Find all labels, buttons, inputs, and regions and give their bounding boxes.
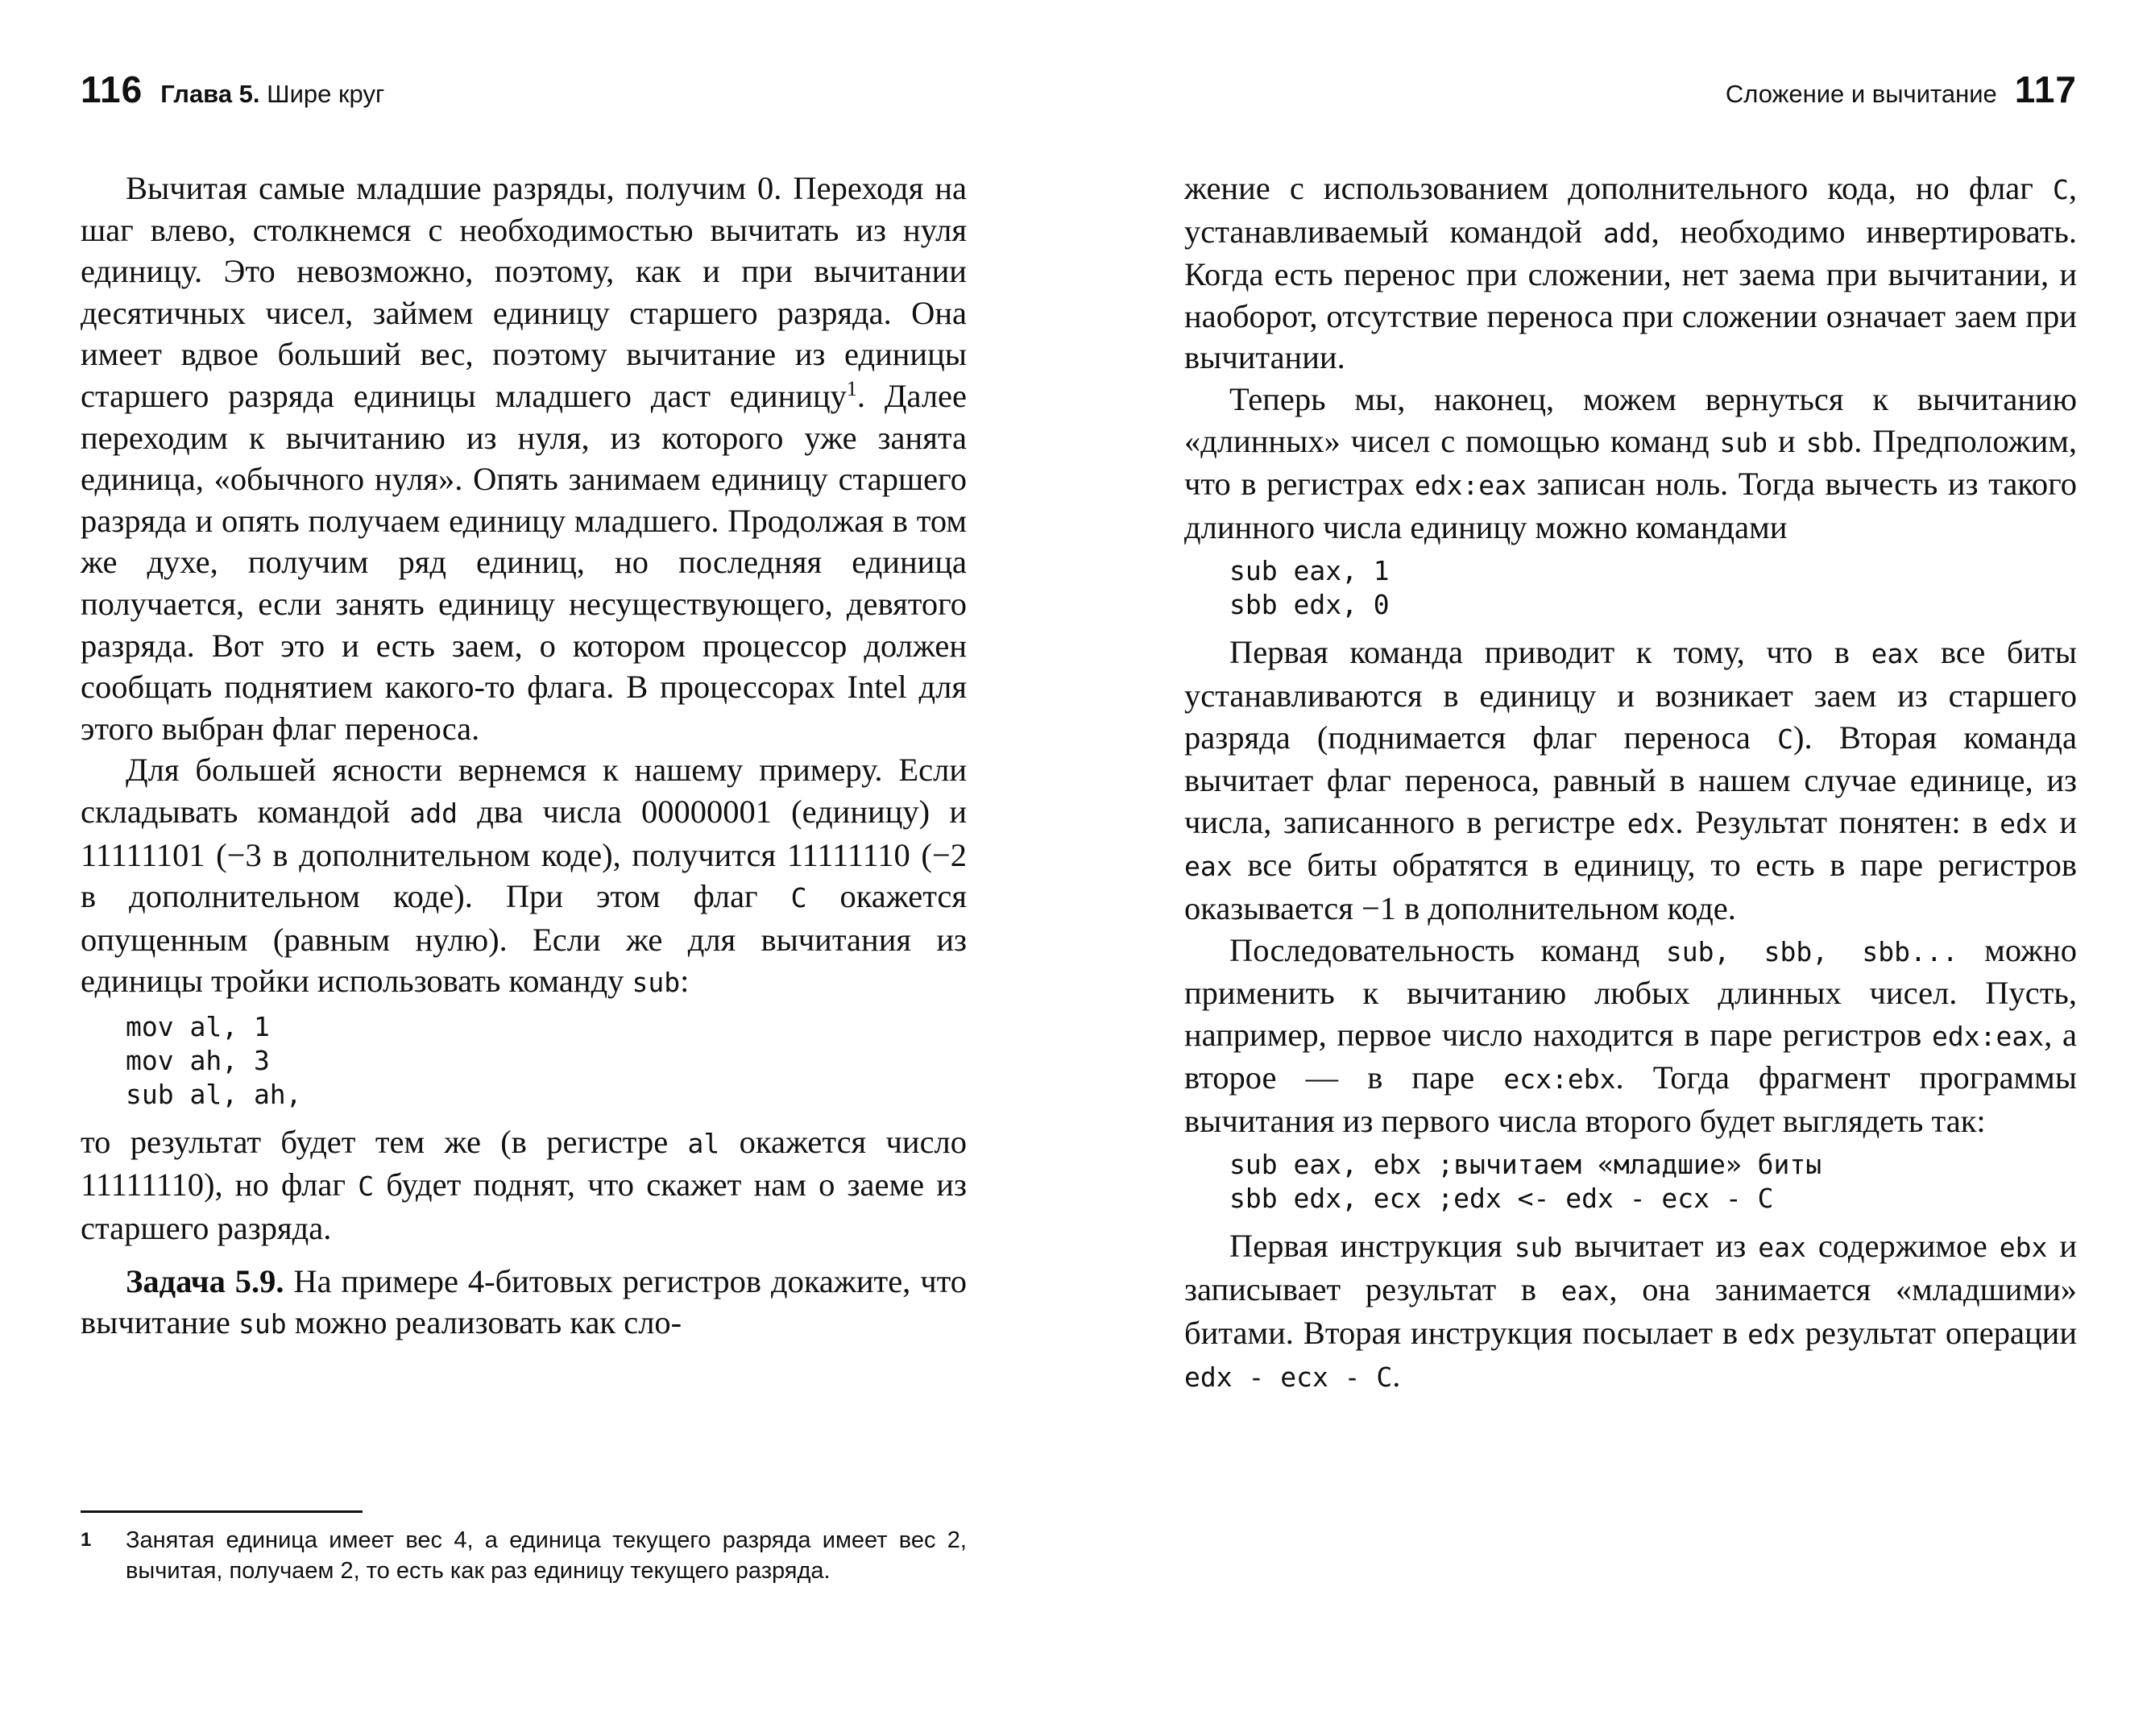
task-label: Задача 5.9. xyxy=(126,1262,284,1299)
code-line: sub eax, 1 xyxy=(1229,555,1390,587)
paragraph xyxy=(81,749,967,1004)
inline-code: edx:eax xyxy=(1414,470,1527,502)
code-block xyxy=(1229,1148,2077,1216)
code-line: mov ah, 3 xyxy=(126,1044,270,1076)
text-run: и xyxy=(1778,422,1796,459)
right-running-head: Сложение и вычитание xyxy=(1725,80,1997,108)
paragraph xyxy=(81,1121,967,1249)
text-run: , она занимается «младшими» битами. Вторая инструкция посылает в xyxy=(1184,1271,2077,1351)
inline-code: C xyxy=(2053,174,2069,205)
paragraph xyxy=(81,168,967,749)
inline-code: edx xyxy=(2000,807,2048,839)
footnote-ref: 1 xyxy=(846,376,857,400)
inline-code: sbb xyxy=(1805,426,1855,458)
text-run: все биты устанавливаются в единицу и возникает заем из старшего разряда (поднимается флаг переноса xyxy=(1184,634,2078,756)
text-run: Последовательность команд xyxy=(1229,931,1640,968)
left-running-head xyxy=(160,80,384,108)
text-run: : xyxy=(680,963,690,1000)
text-run: Вычитая самые младшие разряды, получим 0. Переходя на шаг влево, столкнемся с необходимостью вычитать из нуля единицу. Это невозможно, поэтому, как и при вычитании десятичных чисел, займем единицу старшего разряда. Она имеет вдвое больший вес, поэтому вычитание из единицы старшего разряда единицы младшего даст единицу xyxy=(81,170,967,414)
text-run: , необходимо инвертировать. Когда есть перенос при сложении, нет заема при вычитании, и наоборот, отсутствие переноса при сложении означает заем при вычитании. xyxy=(1184,213,2078,376)
inline-code: C xyxy=(1777,723,1793,755)
inline-code: add xyxy=(409,797,458,829)
text-run: результат операции xyxy=(1805,1314,2078,1351)
text-run: можно применить к вычитанию любых длинных чисел. Пусть, например, первое число находится в паре регистров xyxy=(1184,931,2078,1053)
text-run: два числа 00000001 (единицу) и 11111101 (−3 в дополнительном коде), получится 11111110 (−2 в дополнительном коде). При этом флаг xyxy=(81,793,967,915)
right-page-number: 117 xyxy=(2014,68,2077,110)
inline-code: ebx xyxy=(1999,1232,2048,1264)
code-block xyxy=(1229,554,2077,622)
chapter-title: Шире круг xyxy=(267,80,385,108)
text-run: . Результат понятен: в xyxy=(1675,803,1988,840)
inline-code: sub, sbb, sbb... xyxy=(1665,935,1958,967)
inline-code: edx xyxy=(1747,1318,1796,1350)
inline-code: eax xyxy=(1758,1232,1806,1264)
text-run: Теперь мы, наконец, можем вернуться к вычитанию «длинных» чисел с помощью команд xyxy=(1184,380,2077,459)
inline-code: edx - ecx - C xyxy=(1184,1361,1393,1394)
inline-code: edx:eax xyxy=(1932,1020,2045,1052)
text-run: и записывает результат в xyxy=(1184,1228,2077,1308)
footnote-rule xyxy=(81,1510,363,1513)
footnote-text: Занятая единица имеет вес 4, а единица текущего разряда имеет вес 2, вычитая, получаем 2, то есть как раз единицу текущего разряда. xyxy=(126,1527,967,1584)
inline-code: sub xyxy=(238,1308,287,1340)
code-block xyxy=(126,1010,967,1112)
inline-code: sub xyxy=(1719,426,1768,458)
code-line: sbb edx, ecx ;edx <- edx - ecx - C xyxy=(1229,1183,1774,1215)
paragraph xyxy=(1184,379,2077,548)
inline-code: sub xyxy=(632,967,681,999)
footnote-mark: 1 xyxy=(81,1529,92,1551)
paragraph xyxy=(1184,168,2077,379)
inline-code: eax xyxy=(1871,638,1920,670)
text-run: . Предположим, что в регистрах xyxy=(1184,422,2078,503)
text-run: На примере 4-битовых регистров докажите, что вычитание xyxy=(81,1262,967,1341)
left-page-body xyxy=(81,168,967,1345)
chapter-label: Глава 5. xyxy=(160,80,260,108)
code-line: sbb edx, 0 xyxy=(1229,589,1390,621)
paragraph xyxy=(1184,1225,2077,1398)
text-run: Первая инструкция xyxy=(1229,1228,1502,1265)
text-run: жение с использованием дополнительного кода, но флаг xyxy=(1184,170,2033,206)
text-run: , а второе — в паре xyxy=(1184,1016,2077,1096)
left-page-header xyxy=(81,68,967,116)
inline-code: al xyxy=(687,1127,720,1159)
text-run: Первая команда приводит к тому, что в xyxy=(1229,634,1850,671)
footnote xyxy=(81,1525,967,1586)
text-run: , устанавливаемый командой xyxy=(1184,170,2077,250)
text-run: . Далее переходим к вычитанию из нуля, из которого уже занята единица, «обычного нуля». Опять занимаем единицу старшего разряда и опять получаем единицу младшего. Продолжая в том же духе, получим ряд единиц, но последняя единица получается, если занять единицу несуществующего, девятого разряда. Вот это и есть заем, о котором процессор должен сообщать поднятием какого-то флага. В процессорах Intel для этого выбран флаг переноса. xyxy=(81,377,968,747)
text-run: . Тогда фрагмент программы вычитания из первого числа второго будет выглядеть так: xyxy=(1184,1059,2078,1139)
right-page-body xyxy=(1184,168,2077,1398)
left-page-number: 116 xyxy=(81,68,143,110)
text-run: можно реализовать как сло- xyxy=(294,1304,682,1341)
text-run: то результат будет тем же (в регистре xyxy=(81,1123,669,1160)
text-run: будет поднят, что скажет нам о заеме из старшего разряда. xyxy=(81,1166,967,1247)
text-run: содержимое xyxy=(1817,1228,1987,1265)
inline-code: add xyxy=(1602,217,1652,249)
text-run: записан ноль. Тогда вычесть из такого длинного числа единицу можно командами xyxy=(1184,466,2078,545)
text-run: ). Вторая команда вычитает флаг переноса, равный в нашем случае единице, из числа, записанного в регистре xyxy=(1184,719,2077,840)
inline-code: C xyxy=(358,1170,375,1203)
inline-code: eax xyxy=(1560,1275,1610,1307)
code-line: sub eax, ebx ;вычитаем «младшие» биты xyxy=(1229,1149,1822,1181)
left-page xyxy=(81,0,967,1736)
inline-code: edx xyxy=(1627,807,1676,839)
inline-code: C xyxy=(790,882,807,914)
text-run: все биты обратятся в единицу, то есть в паре регистров оказывается −1 в дополнительном коде. xyxy=(1184,847,2078,926)
text-run: Для большей ясности вернемся к нашему примеру. Если складывать командой xyxy=(81,752,967,830)
text-run: . xyxy=(1392,1357,1401,1394)
code-line: sub al, ah, xyxy=(126,1078,302,1110)
paragraph xyxy=(1184,632,2077,929)
code-line: mov al, 1 xyxy=(126,1010,270,1042)
text-run: вычитает из xyxy=(1574,1228,1747,1265)
inline-code: sub xyxy=(1514,1232,1563,1264)
inline-code: ecx:ebx xyxy=(1503,1063,1616,1096)
text-run: окажется опущенным (равным нулю). Если же для вычитания из единицы тройки использовать команду xyxy=(81,878,967,1000)
paragraph xyxy=(1184,930,2077,1142)
right-page-header xyxy=(1184,68,2077,116)
text-run: окажется число 11111110), но флаг xyxy=(81,1123,968,1204)
inline-code: eax xyxy=(1184,851,1233,883)
right-page xyxy=(1184,0,2077,1736)
text-run: и xyxy=(2059,803,2078,840)
task-paragraph xyxy=(81,1261,967,1345)
